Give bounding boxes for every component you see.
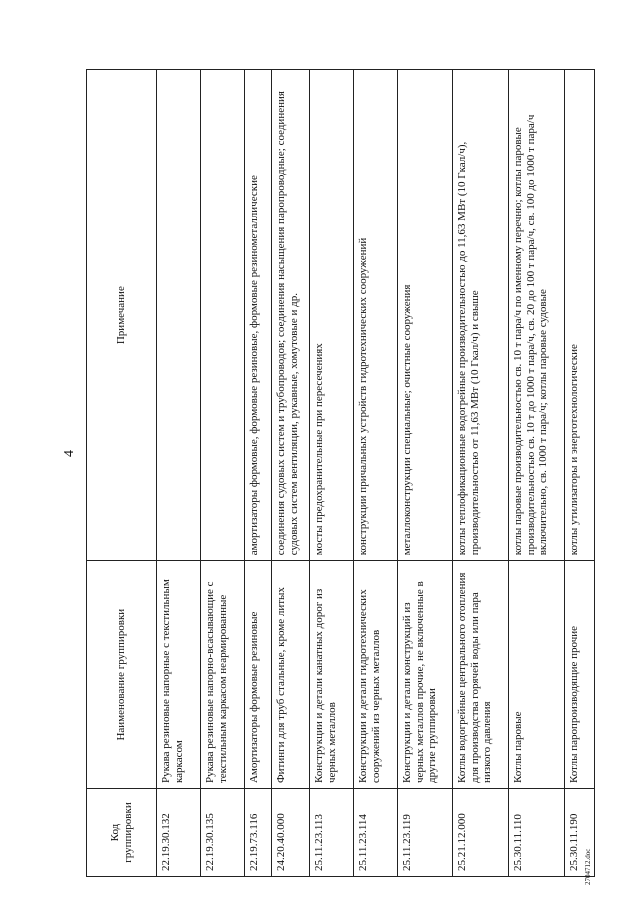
cell-code: 25.30.11.110 [509, 789, 565, 877]
table-body [157, 70, 595, 877]
page-number: 4 [62, 450, 77, 457]
table-row [398, 70, 453, 877]
header-code: Код группировки [87, 789, 157, 877]
cell-name: Конструкции и детали гидротехнических сооружений из черных металлов [354, 561, 398, 789]
cell-name: Конструкции и детали конструкций из черных металлов прочие, не включенные в другие группировки [398, 561, 453, 789]
cell-note: конструкции причальных устройств гидротехнических сооружений [354, 70, 398, 561]
cell-code: 22.19.30.135 [201, 789, 245, 877]
header-name: Наименование группировки [87, 561, 157, 789]
cell-note: котлы теплофикационные водогрейные производительностью до 11,63 МВт (10 Гкал/ч), производительностью от 11,63 МВт (10 Гкал/ч) и свыше [453, 70, 509, 561]
cell-code: 22.19.30.132 [157, 789, 201, 877]
cell-note: котлы паровые производительностью св. 10 т пара/ч по именному перечню; котлы паровые производительностью св. 10 т до 1000 т пара/ч, св. 20 до 100 т пара/ч, св. 100 до 1000 т пара/ч включительно, св. 1000 т пара/ч; котлы паровые судовые [509, 70, 565, 561]
table-row [453, 70, 509, 877]
cell-note: мосты предохранительные при пересечениях [310, 70, 354, 561]
cell-code: 25.11.23.114 [354, 789, 398, 877]
header-note: Примечание [87, 70, 157, 561]
cell-note: металлоконструкции специальные; очистные сооружения [398, 70, 453, 561]
table-row [310, 70, 354, 877]
cell-note [201, 70, 245, 561]
cell-name: Конструкции и детали канатных дорог из черных металлов [310, 561, 354, 789]
cell-code: 25.21.12.000 [453, 789, 509, 877]
table-row [565, 70, 595, 877]
grouping-table [86, 69, 595, 877]
cell-code: 25.30.11.190 [565, 789, 595, 877]
cell-note: котлы утилизаторы и энерготехнологические [565, 70, 595, 561]
table-row [201, 70, 245, 877]
cell-name: Котлы водогрейные центрального отопления для производства горячей воды или пара низкого давления [453, 561, 509, 789]
cell-name: Котлы паровые [509, 561, 565, 789]
table-row [157, 70, 201, 877]
cell-name: Рукава резиновые напорно-всасывающие с текстильным каркасом неармированные [201, 561, 245, 789]
table-row [509, 70, 565, 877]
cell-name: Рукава резиновые напорные с текстильным каркасом [157, 561, 201, 789]
cell-name: Котлы паропроизводящие прочие [565, 561, 595, 789]
cell-note [157, 70, 201, 561]
cell-code: 22.19.73.116 [245, 789, 272, 877]
cell-note: соединения судовых систем и трубопроводов; соединения насыщения паропроводные; соединения судовых систем вентиляции, рукавные, хомутовые и др. [272, 70, 310, 561]
table-row [272, 70, 310, 877]
cell-code: 25.11.23.119 [398, 789, 453, 877]
table-row [245, 70, 272, 877]
cell-note: амортизаторы формовые, формовые резиновые, формовые резинометаллические [245, 70, 272, 561]
cell-code: 25.11.23.113 [310, 789, 354, 877]
table-header-row [87, 70, 157, 877]
cell-name: Амортизаторы формовые резиновые [245, 561, 272, 789]
cell-name: Фитинги для труб стальные, кроме литых [272, 561, 310, 789]
table-row [354, 70, 398, 877]
cell-code: 24.20.40.000 [272, 789, 310, 877]
file-name: 2704712.doc [584, 848, 592, 885]
